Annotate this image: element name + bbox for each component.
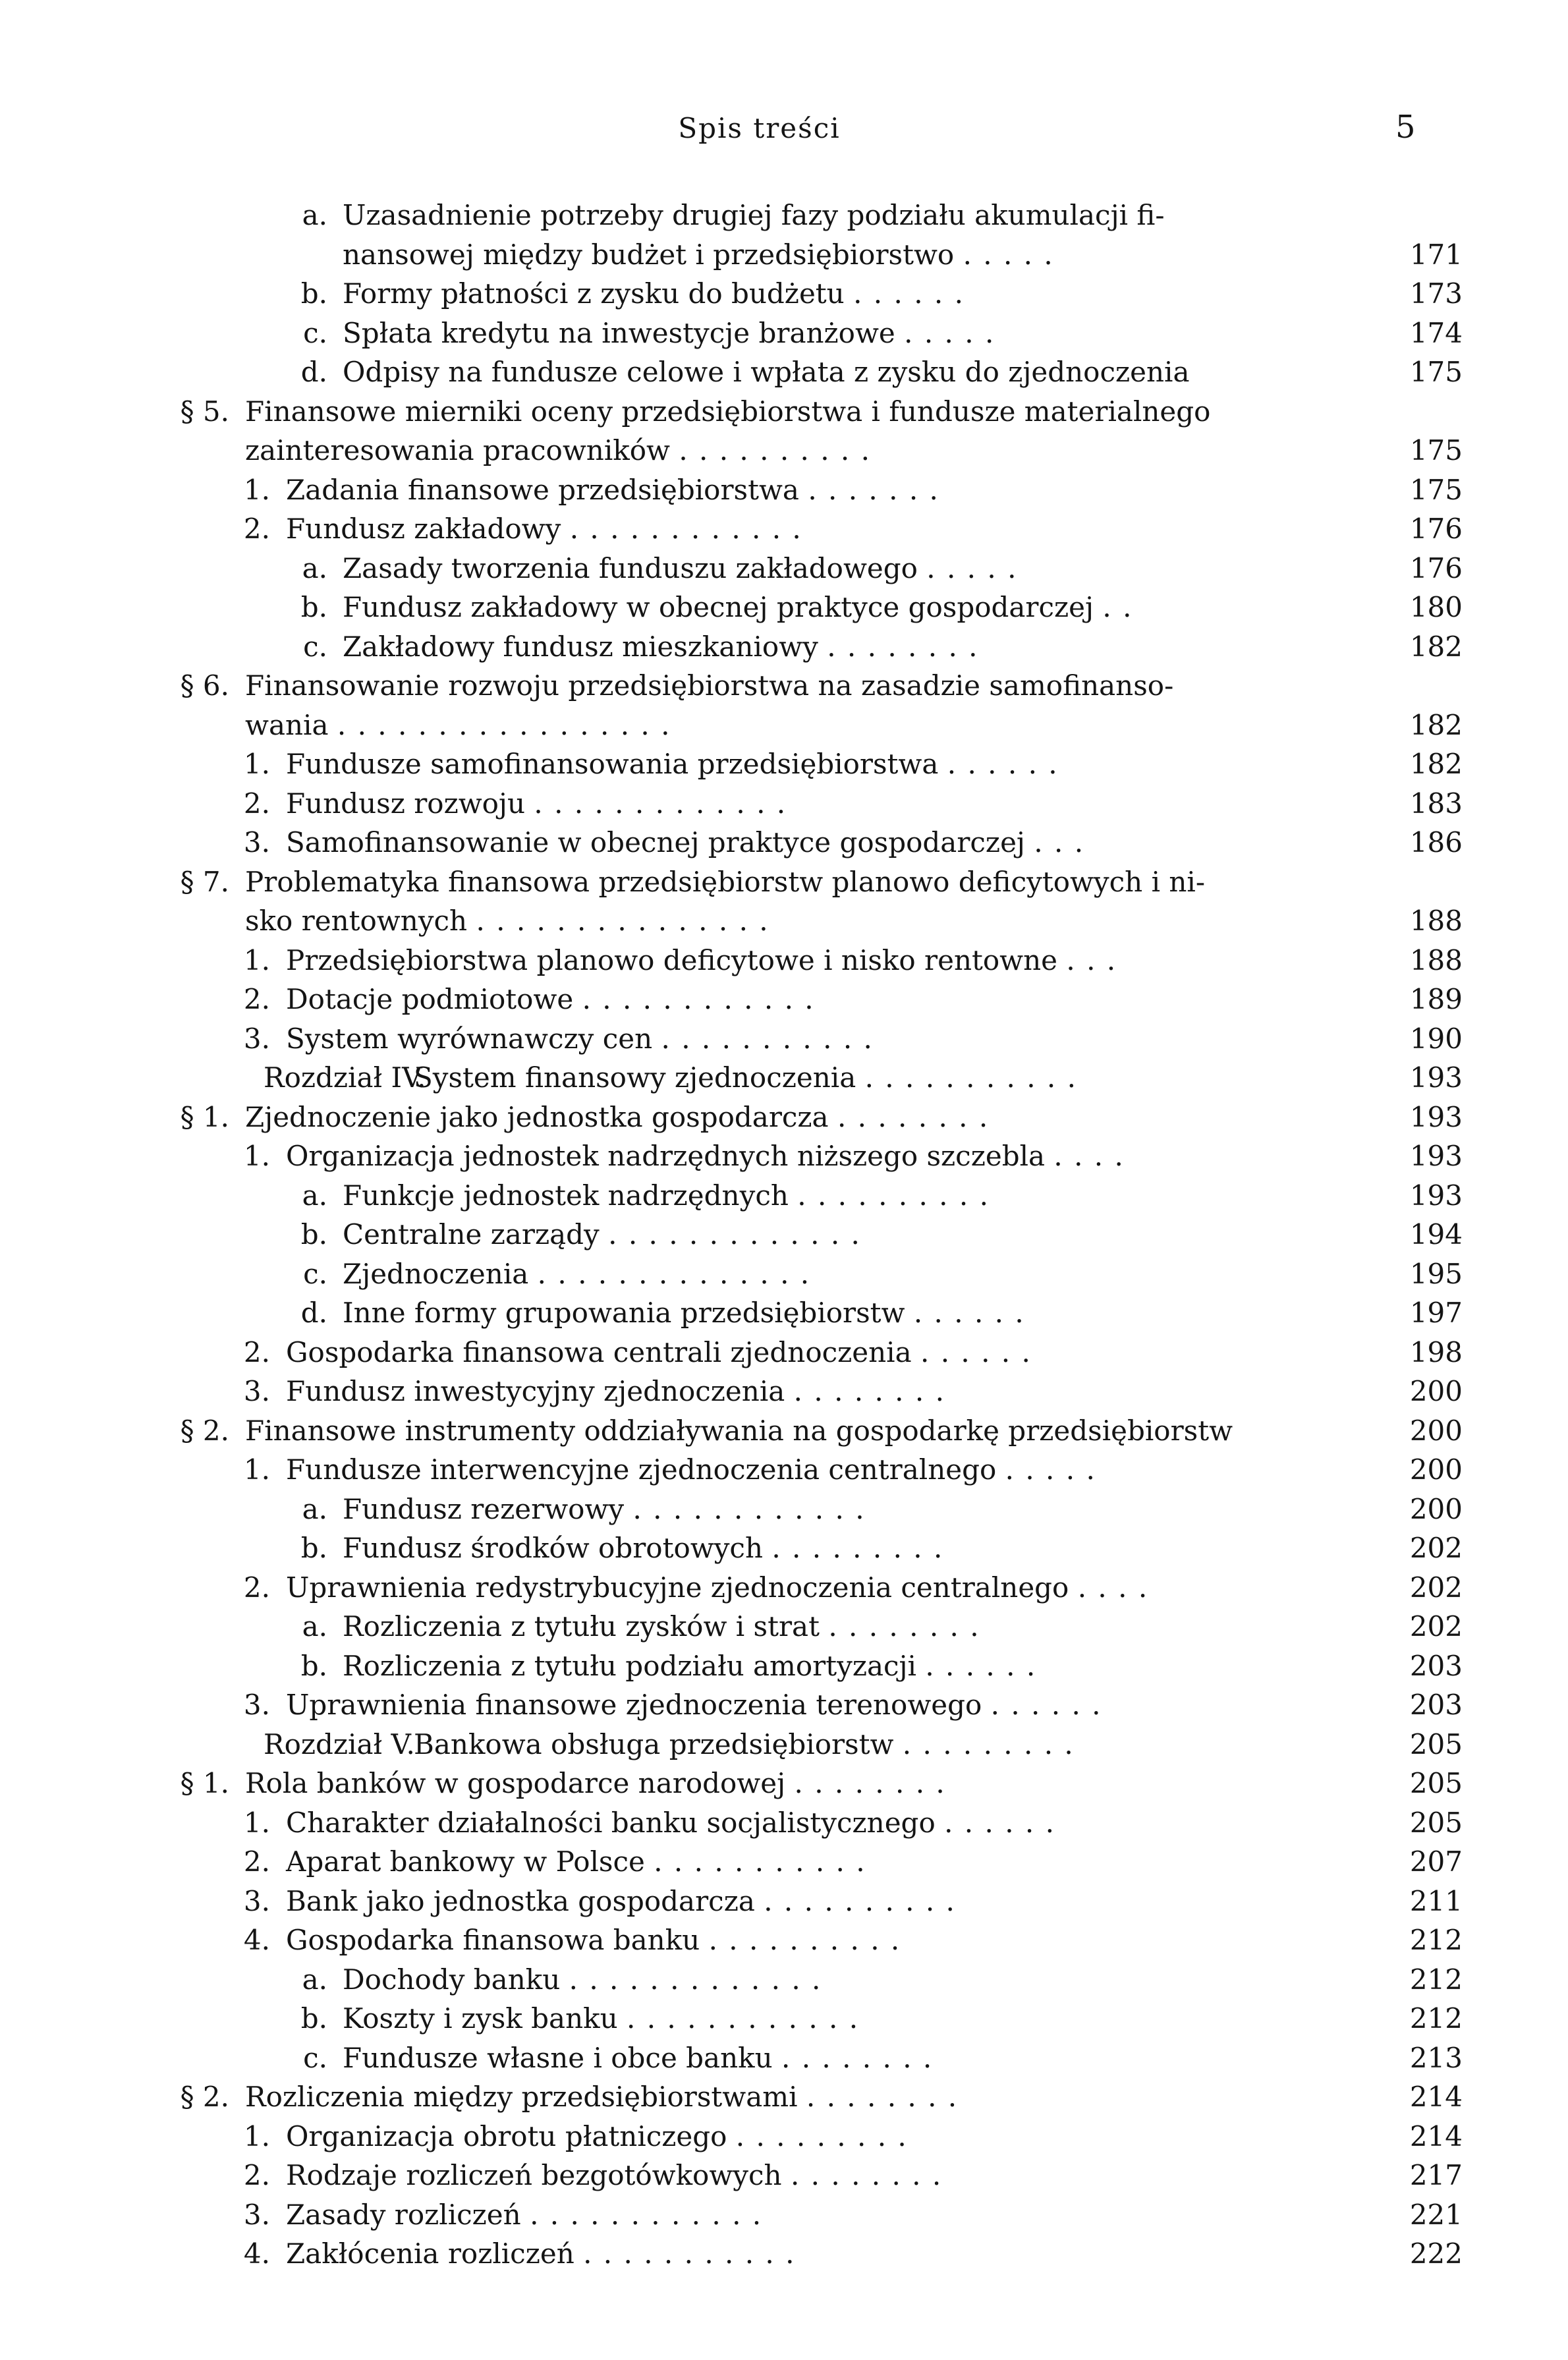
- toc-entry-label: b.: [300, 1532, 327, 1564]
- toc-entry: [0, 862, 1568, 902]
- toc-entry-title: zainteresowania pracowników: [245, 434, 670, 466]
- dot-leader: . . . .: [1053, 1140, 1125, 1172]
- dot-leader: . . . . . .: [853, 277, 965, 310]
- toc-entry: [0, 1882, 1568, 1921]
- toc-entry-page: 175: [1409, 434, 1463, 466]
- toc-entry-title: sko rentownych: [245, 905, 468, 937]
- toc-entry: [0, 627, 1568, 667]
- toc-entry-title: Finansowe mierniki oceny przedsiębiorstwa i fundusze materialnego: [245, 395, 1211, 428]
- toc-entry-title: Inne formy grupowania przedsiębiorstw: [343, 1297, 905, 1329]
- dot-leader: . . . . . . . . . . . .: [530, 2198, 763, 2231]
- dot-leader: . . .: [1034, 826, 1085, 858]
- toc-entry-page: 186: [1409, 826, 1463, 858]
- toc-entry-label: b.: [300, 277, 327, 310]
- toc-entry: [0, 1646, 1568, 1686]
- toc-entry-page: 222: [1409, 2237, 1463, 2270]
- toc-entry: [0, 1999, 1568, 2038]
- toc-entry-title: Rodzaje rozliczeń bezgotówkowych: [286, 2159, 782, 2191]
- toc-entry-label: c.: [303, 630, 327, 663]
- toc-entry-label: 1.: [243, 1453, 270, 1486]
- toc-entry: [0, 1019, 1568, 1059]
- toc-entry-label: § 2.: [180, 2081, 229, 2113]
- dot-leader: . . . . . .: [920, 1335, 1032, 1368]
- toc-entry: [0, 274, 1568, 314]
- dot-leader: . . . . . . . .: [793, 1375, 945, 1407]
- toc-entry-label: a.: [302, 1492, 327, 1525]
- toc-entry: [0, 1058, 1568, 1098]
- toc-entry-page: 182: [1409, 748, 1463, 780]
- toc-entry-label: 2.: [243, 983, 270, 1015]
- toc-entry: [0, 1921, 1568, 1960]
- toc-entry-title: Charakter działalności banku socjalistycznego: [286, 1806, 936, 1839]
- toc-entry-label: 1.: [243, 1806, 270, 1839]
- toc-entry: [0, 235, 1568, 275]
- toc-entry-label: c.: [303, 2041, 327, 2074]
- toc-entry: [0, 706, 1568, 745]
- toc-entry-page: 195: [1409, 1257, 1463, 1290]
- toc-entry-label: § 1.: [180, 1100, 229, 1133]
- toc-entry-label: b.: [300, 2002, 327, 2035]
- toc-entry: [0, 2195, 1568, 2235]
- toc-entry-page: 212: [1409, 2002, 1463, 2035]
- dot-leader: . . . . . . . . . . . . . .: [537, 1257, 811, 1290]
- toc-entry-label: 1.: [243, 1140, 270, 1172]
- running-header-title: Spis treści: [678, 112, 841, 144]
- toc-entry-label: 1.: [243, 943, 270, 976]
- toc-entry-title: Zakłócenia rozliczeń: [286, 2237, 574, 2270]
- toc-entry-title: Bankowa obsługa przedsiębiorstw: [414, 1728, 894, 1760]
- toc-entry: [0, 1293, 1568, 1333]
- toc-entry: [0, 196, 1568, 235]
- toc-entry-title: Zakładowy fundusz mieszkaniowy: [343, 630, 818, 663]
- toc-entry-title: Organizacja obrotu płatniczego: [286, 2120, 727, 2152]
- toc-entry-title: Fundusze interwencyjne zjednoczenia centralnego: [286, 1453, 997, 1486]
- toc-entry-label: 1.: [243, 2120, 270, 2152]
- toc-entry-title: wania: [245, 708, 329, 741]
- toc-entry-page: 175: [1409, 356, 1463, 388]
- toc-entry-label: § 7.: [180, 865, 229, 898]
- toc-entry: [0, 1803, 1568, 1843]
- toc-entry: [0, 392, 1568, 432]
- toc-entry-title: Finansowanie rozwoju przedsiębiorstwa na zasadzie samofinanso-: [245, 669, 1174, 702]
- toc-entry-label: b.: [300, 1218, 327, 1250]
- toc-entry-page: 188: [1409, 943, 1463, 976]
- dot-leader: . . . . . . . . . . . . . . . . .: [337, 708, 671, 741]
- toc-entry-title: Dotacje podmiotowe: [286, 983, 574, 1015]
- toc-entry-label: 2.: [243, 1845, 270, 1878]
- toc-entry-page: 182: [1409, 630, 1463, 663]
- toc-entry: [0, 1254, 1568, 1294]
- toc-entry: [0, 2156, 1568, 2195]
- toc-entry-title: Fundusz zakładowy w obecnej praktyce gospodarczej: [343, 591, 1094, 623]
- toc-entry: [0, 1450, 1568, 1490]
- toc-entry-page: 205: [1409, 1806, 1463, 1839]
- toc-entry-page: 194: [1409, 1218, 1463, 1250]
- toc-entry-title: Rozliczenia z tytułu podziału amortyzacji: [343, 1649, 916, 1682]
- toc-entry-label: 2.: [243, 787, 270, 820]
- toc-entry-title: Rozliczenia między przedsiębiorstwami: [245, 2081, 798, 2113]
- toc-entry: [0, 980, 1568, 1019]
- dot-leader: . . . . . . . .: [781, 2041, 934, 2074]
- toc-entry-page: 217: [1409, 2159, 1463, 2191]
- toc-entry-page: 189: [1409, 983, 1463, 1015]
- dot-leader: . . . . . . . .: [794, 1767, 946, 1799]
- toc-entry: [0, 1098, 1568, 1137]
- toc-entry-page: 176: [1409, 551, 1463, 584]
- toc-entry-label: 1.: [243, 473, 270, 506]
- dot-leader: . . . . . . . . . .: [708, 1924, 901, 1956]
- toc-entry-page: 193: [1409, 1100, 1463, 1133]
- toc-entry-page: 207: [1409, 1845, 1463, 1878]
- dot-leader: . . . . . .: [944, 1806, 1055, 1839]
- toc-entry-label: c.: [303, 1257, 327, 1290]
- toc-entry-title: Uprawnienia finansowe zjednoczenia terenowego: [286, 1689, 982, 1721]
- toc-entry: [0, 823, 1568, 862]
- toc-entry-title: Zjednoczenia: [343, 1257, 529, 1290]
- toc-entry-page: 183: [1409, 787, 1463, 820]
- toc-entry-title: Zasady rozliczeń: [286, 2198, 521, 2231]
- toc-entry-title: Przedsiębiorstwa planowo deficytowe i nisko rentowne: [286, 943, 1058, 976]
- toc-entry-page: 200: [1409, 1414, 1463, 1447]
- toc-entry: [0, 1607, 1568, 1646]
- toc-entry-title: Samofinansowanie w obecnej praktyce gospodarczej: [286, 826, 1025, 858]
- toc-entry-title: System finansowy zjednoczenia: [414, 1061, 856, 1094]
- toc-entry-label: b.: [300, 591, 327, 623]
- dot-leader: . . . . . . . .: [828, 1610, 980, 1643]
- toc-entry-label: 3.: [243, 1689, 270, 1721]
- toc-entry-page: 202: [1409, 1571, 1463, 1604]
- toc-entry-title: Finansowe instrumenty oddziaływania na gospodarkę przedsiębiorstw: [245, 1414, 1233, 1447]
- dot-leader: . . . . . . . . . . .: [661, 1022, 874, 1055]
- toc-entry-page: 174: [1409, 316, 1463, 349]
- toc-entry: [0, 901, 1568, 941]
- dot-leader: . . . . . . . . . . . . .: [534, 787, 787, 820]
- toc-entry: [0, 431, 1568, 470]
- toc-entry: [0, 1490, 1568, 1529]
- toc-entry-page: 193: [1409, 1140, 1463, 1172]
- toc-entry: [0, 1842, 1568, 1882]
- toc-entry-page: 193: [1409, 1179, 1463, 1212]
- dot-leader: . . . . . . . . . .: [764, 1884, 956, 1917]
- toc-entry-page: 176: [1409, 513, 1463, 545]
- toc-entry-page: 212: [1409, 1963, 1463, 1996]
- toc-entry-label: 2.: [243, 1571, 270, 1604]
- toc-entry-page: 203: [1409, 1689, 1463, 1721]
- toc-entry-page: 180: [1409, 591, 1463, 623]
- toc-entry-label: § 1.: [180, 1767, 229, 1799]
- toc-entry-page: 205: [1409, 1728, 1463, 1760]
- toc-entry-title: Fundusz środków obrotowych: [343, 1532, 763, 1564]
- dot-leader: . . . . . . . . .: [735, 2120, 908, 2152]
- dot-leader: . . . . . . . . . . .: [864, 1061, 1077, 1094]
- dot-leader: . . . .: [1077, 1571, 1149, 1604]
- toc-entry-title: Fundusz rozwoju: [286, 787, 526, 820]
- dot-leader: . . . . . . . . .: [902, 1728, 1075, 1760]
- dot-leader: . . . . . . . . . . . . .: [569, 1963, 822, 1996]
- toc-entry: [0, 549, 1568, 588]
- toc-entry-label: a.: [302, 1179, 327, 1212]
- page-number: 5: [1395, 109, 1416, 146]
- dot-leader: . . . . . . . .: [806, 2081, 959, 2113]
- toc-entry-label: § 2.: [180, 1414, 229, 1447]
- toc-entry-page: 202: [1409, 1610, 1463, 1643]
- toc-entry: [0, 2077, 1568, 2117]
- toc-entry-title: Koszty i zysk banku: [343, 2002, 618, 2035]
- dot-leader: . . . . . . . .: [827, 630, 979, 663]
- toc-entry: [0, 1529, 1568, 1568]
- toc-entry-label: d.: [300, 1297, 327, 1329]
- toc-entry-title: Zasady tworzenia funduszu zakładowego: [343, 551, 918, 584]
- dot-leader: . . . . . . . . . .: [797, 1179, 990, 1212]
- toc-entry: [0, 1411, 1568, 1451]
- toc-entry-title: Spłata kredytu na inwestycje branżowe: [343, 316, 895, 349]
- toc-entry-label: 3.: [243, 1375, 270, 1407]
- dot-leader: . . . . . . . . . . .: [583, 2237, 796, 2270]
- toc-entry-page: 200: [1409, 1453, 1463, 1486]
- toc-entry: [0, 1685, 1568, 1725]
- toc-entry-title: Uprawnienia redystrybucyjne zjednoczenia centralnego: [286, 1571, 1069, 1604]
- toc-entry-page: 188: [1409, 905, 1463, 937]
- toc-entry: [0, 2038, 1568, 2078]
- toc-entry-page: 173: [1409, 277, 1463, 310]
- dot-leader: . . . . . .: [947, 748, 1059, 780]
- dot-leader: . . . . .: [1005, 1453, 1096, 1486]
- toc-entry: [0, 941, 1568, 980]
- toc-entry-title: Rozliczenia z tytułu zysków i strat: [343, 1610, 820, 1643]
- toc-entry-title: Zadania finansowe przedsiębiorstwa: [286, 473, 799, 506]
- toc-entry-label: a.: [302, 551, 327, 584]
- toc-entry-title: Uzasadnienie potrzeby drugiej fazy podziału akumulacji fi-: [343, 199, 1165, 231]
- toc-entry: [0, 1137, 1568, 1176]
- dot-leader: . . . . . . . . . . . . . . .: [476, 905, 770, 937]
- toc-entry-label: a.: [302, 1610, 327, 1643]
- toc-entry-label: a.: [302, 1963, 327, 1996]
- dot-leader: . . . . . . . . . .: [679, 434, 871, 466]
- dot-leader: . . . . . . . .: [837, 1100, 990, 1133]
- toc-entry-page: 212: [1409, 1924, 1463, 1956]
- toc-entry-title: Aparat bankowy w Polsce: [286, 1845, 645, 1878]
- toc-entry-title: Fundusz zakładowy: [286, 513, 561, 545]
- toc-entry-label: 2.: [243, 513, 270, 545]
- dot-leader: . . . . . . . . .: [771, 1532, 944, 1564]
- toc-entry: [0, 509, 1568, 549]
- dot-leader: . . . . .: [926, 551, 1018, 584]
- toc-entry: [0, 1215, 1568, 1254]
- dot-leader: . . . . . . . . . . . . .: [608, 1218, 861, 1250]
- toc-entry-label: Rozdział IV.: [264, 1061, 426, 1094]
- toc-entry-page: 175: [1409, 473, 1463, 506]
- toc-entry: [0, 1764, 1568, 1803]
- toc-entry-label: 1.: [243, 748, 270, 780]
- toc-entry-page: 197: [1409, 1297, 1463, 1329]
- toc-entry-title: Problematyka finansowa przedsiębiorstw planowo deficytowych i ni-: [245, 865, 1206, 898]
- dot-leader: . . . . . . .: [808, 473, 939, 506]
- toc-entry: [0, 1372, 1568, 1411]
- toc-entry-title: Fundusz rezerwowy: [343, 1492, 625, 1525]
- dot-leader: . . . . . . . . . . . .: [627, 2002, 860, 2035]
- toc-entry-label: 4.: [243, 1924, 270, 1956]
- toc-entry-title: Bank jako jednostka gospodarcza: [286, 1884, 755, 1917]
- toc-entry-label: § 5.: [180, 395, 229, 428]
- toc-entry-label: 3.: [243, 1022, 270, 1055]
- toc-entry: [0, 588, 1568, 627]
- toc-entry-label: 2.: [243, 1335, 270, 1368]
- toc-entry-page: 198: [1409, 1335, 1463, 1368]
- dot-leader: . . . . . .: [990, 1689, 1102, 1721]
- toc-entry-label: 3.: [243, 1884, 270, 1917]
- toc-entry: [0, 470, 1568, 510]
- dot-leader: . . . . . .: [925, 1649, 1037, 1682]
- toc-entry-page: 202: [1409, 1532, 1463, 1564]
- toc-entry-title: Rola banków w gospodarce narodowej: [245, 1767, 786, 1799]
- toc-entry: [0, 745, 1568, 784]
- toc-entry: [0, 314, 1568, 353]
- dot-leader: . . .: [1066, 943, 1117, 976]
- toc-entry: [0, 1725, 1568, 1764]
- toc-entry-label: a.: [302, 199, 327, 231]
- toc-entry-title: Fundusze własne i obce banku: [343, 2041, 773, 2074]
- toc-entry-title: Fundusze samofinansowania przedsiębiorstwa: [286, 748, 939, 780]
- toc-entry-page: 182: [1409, 708, 1463, 741]
- toc-entry-label: 3.: [243, 826, 270, 858]
- toc-entry-page: 200: [1409, 1492, 1463, 1525]
- toc-entry-page: 214: [1409, 2120, 1463, 2152]
- toc-entry-page: 205: [1409, 1767, 1463, 1799]
- toc-entry-title: Zjednoczenie jako jednostka gospodarcza: [245, 1100, 829, 1133]
- dot-leader: . . . . . . . . . . . .: [582, 983, 815, 1015]
- toc-entry-label: b.: [300, 1649, 327, 1682]
- toc-entry-label: 3.: [243, 2198, 270, 2231]
- toc-entry-title: Fundusz inwestycyjny zjednoczenia: [286, 1375, 785, 1407]
- toc-entry: [0, 2234, 1568, 2274]
- dot-leader: . . . . . . . . . . . .: [632, 1492, 866, 1525]
- toc-entry-title: Organizacja jednostek nadrzędnych niższego szczebla: [286, 1140, 1046, 1172]
- dot-leader: . . . . . . . .: [790, 2159, 943, 2191]
- toc-entry-title: Centralne zarządy: [343, 1218, 600, 1250]
- toc-entry-label: d.: [300, 356, 327, 388]
- toc-entry: [0, 1176, 1568, 1216]
- toc-entry-title: Gospodarka finansowa banku: [286, 1924, 700, 1956]
- toc-entry-title: Dochody banku: [343, 1963, 561, 1996]
- toc-entry: [0, 1960, 1568, 2000]
- toc-entry-title: nansowej między budżet i przedsiębiorstwo: [343, 238, 955, 271]
- toc-entry: [0, 1333, 1568, 1372]
- dot-leader: . . . . . . . . . . .: [654, 1845, 866, 1878]
- toc-entry-page: 221: [1409, 2198, 1463, 2231]
- toc-entry: [0, 666, 1568, 706]
- toc-entry-page: 193: [1409, 1061, 1463, 1094]
- toc-entry: [0, 2117, 1568, 2156]
- toc-entry-page: 213: [1409, 2041, 1463, 2074]
- toc-entry: [0, 1568, 1568, 1608]
- dot-leader: . . . . .: [904, 316, 995, 349]
- toc-entry-page: 203: [1409, 1649, 1463, 1682]
- dot-leader: . . . . .: [963, 238, 1054, 271]
- dot-leader: . . . . . . . . . . . .: [569, 513, 802, 545]
- toc-entry-title: Odpisy na fundusze celowe i wpłata z zysku do zjednoczenia: [343, 356, 1190, 388]
- toc-entry-label: Rozdział V.: [264, 1728, 415, 1760]
- toc-entry-page: 190: [1409, 1022, 1463, 1055]
- toc-entry-title: System wyrównawczy cen: [286, 1022, 653, 1055]
- toc-entry-title: Funkcje jednostek nadrzędnych: [343, 1179, 789, 1212]
- toc-entry-page: 211: [1409, 1884, 1463, 1917]
- toc-entry-label: c.: [303, 316, 327, 349]
- toc-entry-title: Gospodarka finansowa centrali zjednoczenia: [286, 1335, 912, 1368]
- toc-entry: [0, 784, 1568, 824]
- toc-entry-page: 171: [1409, 238, 1463, 271]
- toc-entry: [0, 352, 1568, 392]
- toc-entry-label: § 6.: [180, 669, 229, 702]
- dot-leader: . .: [1102, 591, 1133, 623]
- toc-entry-title: Formy płatności z zysku do budżetu: [343, 277, 845, 310]
- toc-entry-page: 214: [1409, 2081, 1463, 2113]
- dot-leader: . . . . . .: [913, 1297, 1025, 1329]
- toc-entry-label: 4.: [243, 2237, 270, 2270]
- toc-entry-page: 200: [1409, 1375, 1463, 1407]
- toc-entry-label: 2.: [243, 2159, 270, 2191]
